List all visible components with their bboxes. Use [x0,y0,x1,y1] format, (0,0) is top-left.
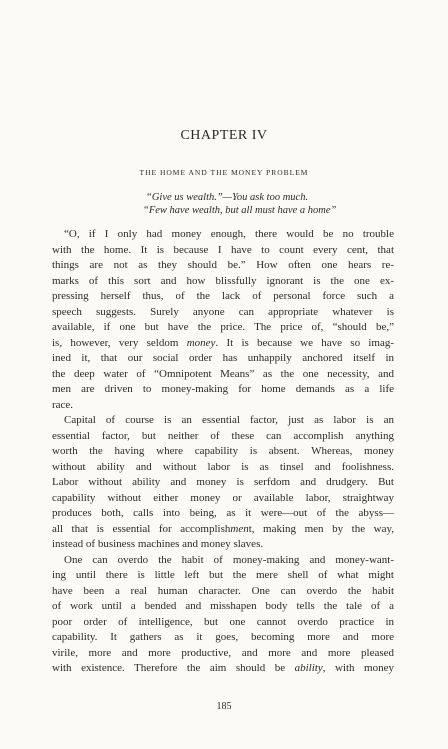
text-line: poor order of intelligence, but one cannot overdo practice in [52,615,394,628]
text-line: One can overdo the habit of money-making and money-want- [64,553,394,566]
epigraph [143,191,337,217]
text-line: available, if one but have the price. The price of, “should be,” [52,321,394,333]
text-line: ing until there is little left but the mere shell of what might [52,569,394,581]
text-line: with the home. It is because I have to count every cent, that [52,243,394,256]
text-line: virile, more and more productive, and more and more pleased [52,646,394,659]
chapter-heading: CHAPTER IV [180,128,268,143]
text-line: speech suggests. Surely anyone can appropriate whatever is [52,305,394,318]
text-line: capability without either money or available labor, straightway [52,491,394,504]
text-line: Labor without ability and money is serfdom and drudgery. But [52,476,394,488]
page-number: 185 [216,701,232,712]
text-line: with existence. Therefore the aim should be ability, with money [52,662,394,674]
text-line: race. [52,398,74,411]
body-text [52,227,394,677]
text-line: ined it, that our social order has unhappily anchored itself in [52,352,394,364]
text-line: instead of business machines and money slaves. [52,538,264,550]
text-line: the deep water of “Omnipotent Means” as the one necessity, and [52,367,394,380]
text-line: pressing herself thus, of the lack of personal force such a [52,290,394,302]
text-line: Capital of course is an essential factor, just as labor is an [64,414,394,426]
text-line: of work until a bended and misshapen body tells the tale of a [52,600,394,612]
text-line: marks of this sort and how blissfully ignorant is the one ex- [52,274,394,287]
text-line: worth the having where capability is absent. Whereas, money [52,445,394,457]
text-line: have been a real human character. One can overdo the habit [52,584,394,597]
text-line: things are not as they should be.” How often one hears re- [52,259,394,271]
text-line: essential factor, but neither of these can accomplish anything [52,429,394,442]
text-line: without ability and without labor is as tinsel and foolishness. [52,460,394,473]
text-line: “O, if I only had money enough, there would be no trouble [64,228,394,240]
text-line: men are driven to money-making for home demands as a life [52,383,394,395]
text-line: produces both, calls into being, as it were—out of the abyss— [52,507,394,519]
text-line: is, however, very seldom money. It is because we have so imag- [52,336,394,349]
epigraph-line: “Few have wealth, but all must have a home” [143,205,337,216]
epigraph-line: “Give us wealth.”—You ask too much. [146,192,309,203]
text-line: capability. It gathers as it goes, becoming more and more [52,631,394,643]
chapter-subtitle: THE HOME AND THE MONEY PROBLEM [139,168,309,177]
text-line: all that is essential for accomplishment, making men by the way, [52,522,394,535]
